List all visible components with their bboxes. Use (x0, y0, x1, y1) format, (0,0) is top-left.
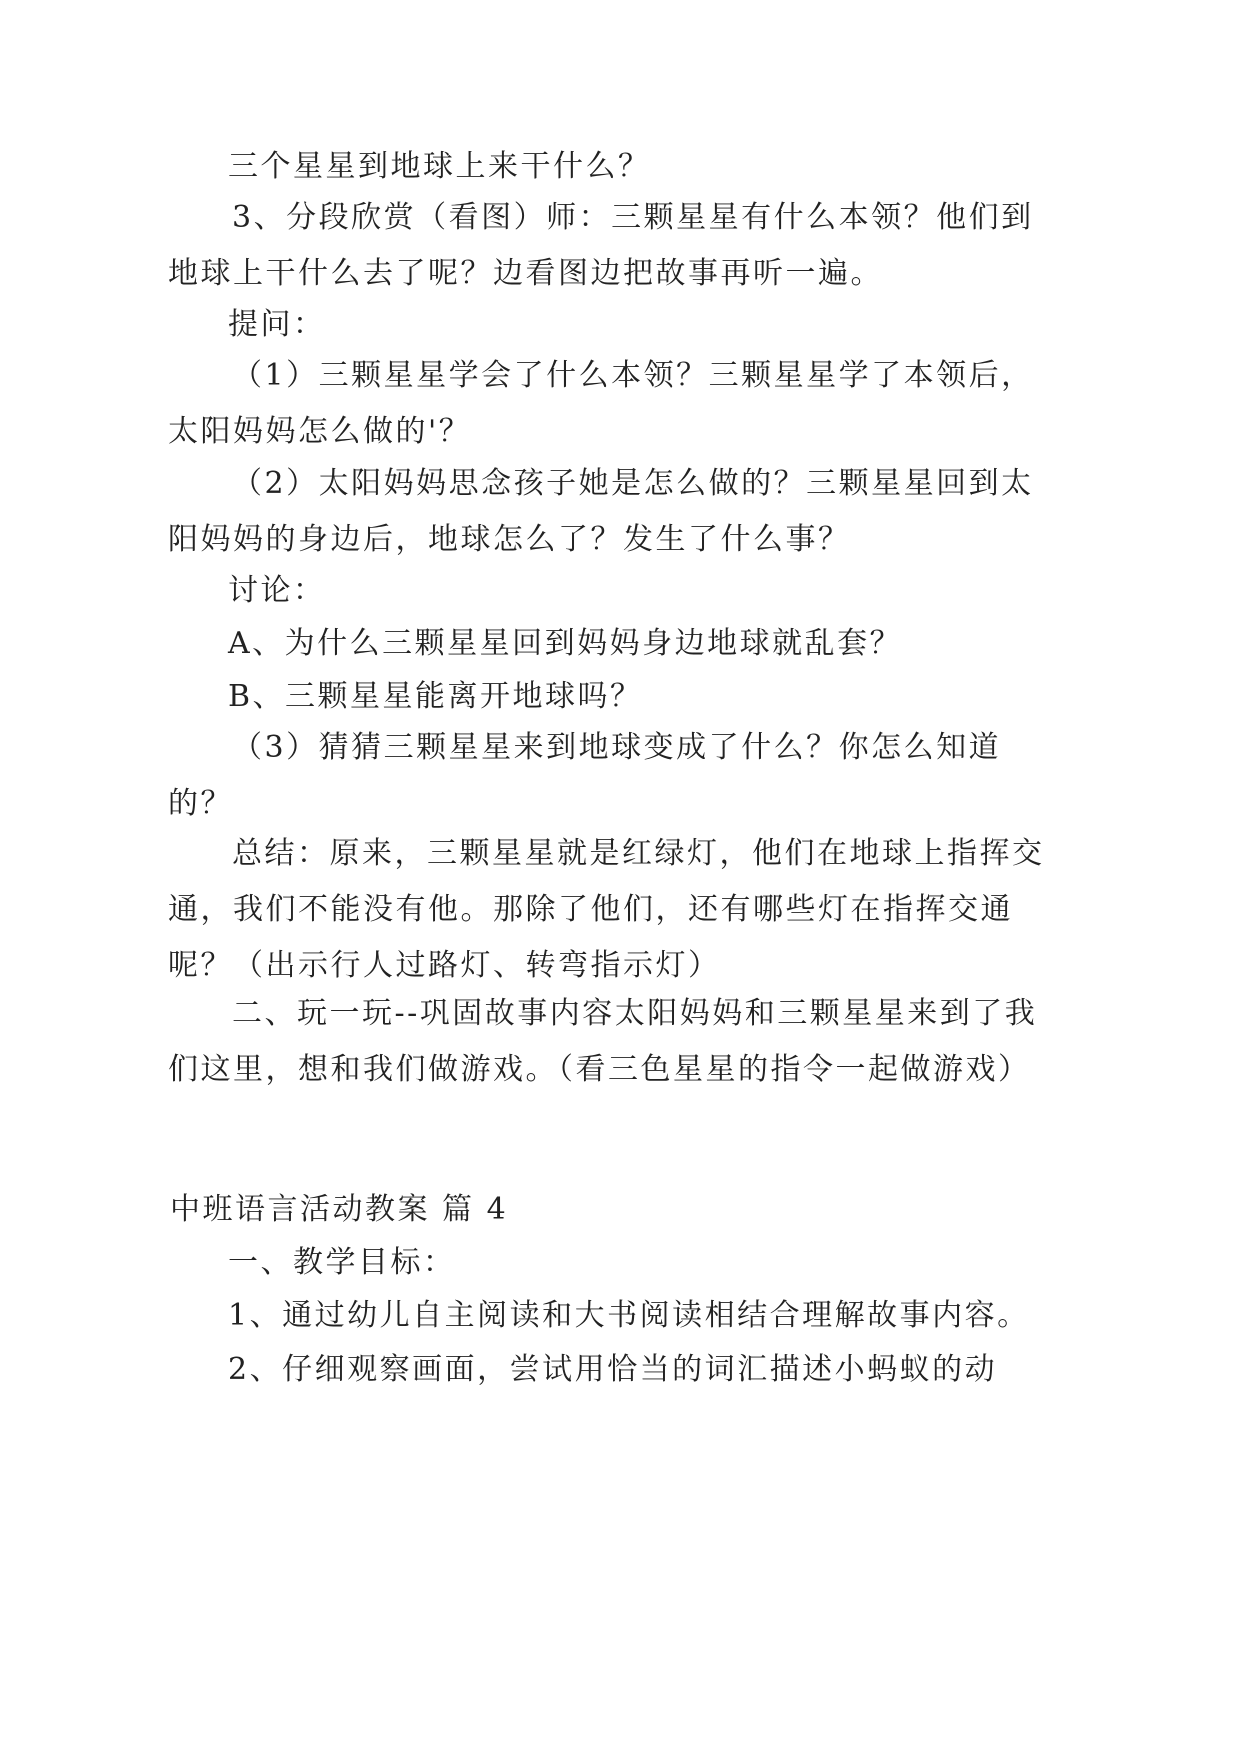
paragraph-teaching-goals: 一、教学目标： (228, 1245, 456, 1280)
paragraph-question-2: （2）太阳妈妈思念孩子她是怎么做的？三颗星星回到太阳妈妈的身边后，地球怎么了？发生了什么事？ (168, 466, 1034, 557)
paragraph-question-1: （1）三颗星星学会了什么本领？三颗星星学了本领后，太阳妈妈怎么做的'？ (168, 358, 1034, 449)
paragraph-goal-1: 1、通过幼儿自主阅读和大书阅读相结合理解故事内容。 (228, 1298, 1030, 1333)
paragraph-play-game: 二、玩一玩--巩固故事内容太阳妈妈和三颗星星来到了我们这里，想和我们做游戏。（看三色星星的指令一起做游戏） (168, 996, 1038, 1087)
paragraph-question-3: （3）猜猜三颗星星来到地球变成了什么？你怎么知道的？ (168, 730, 1002, 821)
paragraph-discuss-label: 讨论： (228, 573, 326, 608)
paragraph-segment-appreciation: 3、分段欣赏（看图）师：三颗星星有什么本领？他们到地球上干什么去了呢？边看图边把故事再听一遍。 (168, 200, 1034, 291)
section-heading: 中班语言活动教案 篇 4 (170, 1192, 509, 1227)
paragraph-summary: 总结：原来，三颗星星就是红绿灯，他们在地球上指挥交通，我们不能没有他。那除了他们，还有哪些灯在指挥交通呢？（出示行人过路灯、转弯指示灯） (168, 836, 1045, 983)
paragraph-ask-label: 提问： (228, 307, 326, 342)
paragraph-discuss-a: A、为什么三颗星星回到妈妈身边地球就乱套？ (228, 626, 903, 661)
paragraph-discuss-b: B、三颗星星能离开地球吗？ (228, 679, 643, 714)
paragraph-question: 三个星星到地球上来干什么？ (228, 149, 651, 184)
paragraph-goal-2: 2、仔细观察画面，尝试用恰当的词汇描述小蚂蚁的动 (228, 1352, 998, 1387)
